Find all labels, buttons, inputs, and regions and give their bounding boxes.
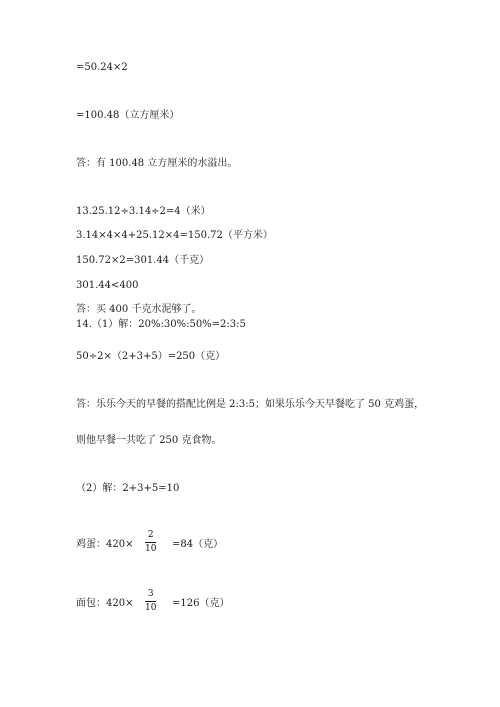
bread-fraction-numerator: 3 (147, 589, 154, 599)
step-line-1: =50.24×2 (76, 62, 128, 73)
step-line-2: =100.48（立方厘米） (76, 110, 180, 121)
egg-fraction (145, 530, 156, 555)
egg-result: =84（克） (172, 539, 224, 550)
step-line-3: 3.14×4×4+25.12×4=150.72（平方米） (76, 230, 273, 241)
fraction-bar (145, 601, 156, 602)
answer-line-1: 答：有 100.48 立方厘米的水溢出。 (76, 158, 238, 169)
bread-fraction-denominator: 10 (145, 603, 157, 613)
egg-fraction-denominator: 10 (145, 544, 157, 554)
bread-label: 面包：420× (76, 598, 134, 609)
egg-label: 鸡蛋：420× (76, 539, 134, 550)
egg-fraction-numerator: 2 (147, 530, 154, 540)
part-2-line: （2）解：2+3+5=10 (76, 483, 180, 494)
comparison-line: 301.44<400 (76, 280, 139, 291)
answer-line-3: 答：乐乐今天的早餐的搭配比例是 2:3:5；如果乐乐今天早餐吃了 50 克鸡蛋， (76, 399, 425, 410)
step-line-4: 150.72×2=301.44（千克） (76, 255, 210, 266)
bread-fraction (145, 589, 156, 614)
bread-result: =126（克） (172, 598, 230, 609)
step-line-5: 50÷2×（2+3+5）=250（克） (76, 351, 226, 362)
answer-line-4: 则他早餐一共吃了 250 克食物。 (76, 435, 222, 446)
answer-line-2: 答：买 400 千克水泥够了。 (76, 304, 202, 315)
problem-14-line: 14.（1）解：20%:30%:50%=2:3:5 (76, 319, 246, 330)
fraction-bar (145, 542, 156, 543)
problem-13-line: 13.25.12÷3.14÷2=4（米） (76, 206, 211, 217)
